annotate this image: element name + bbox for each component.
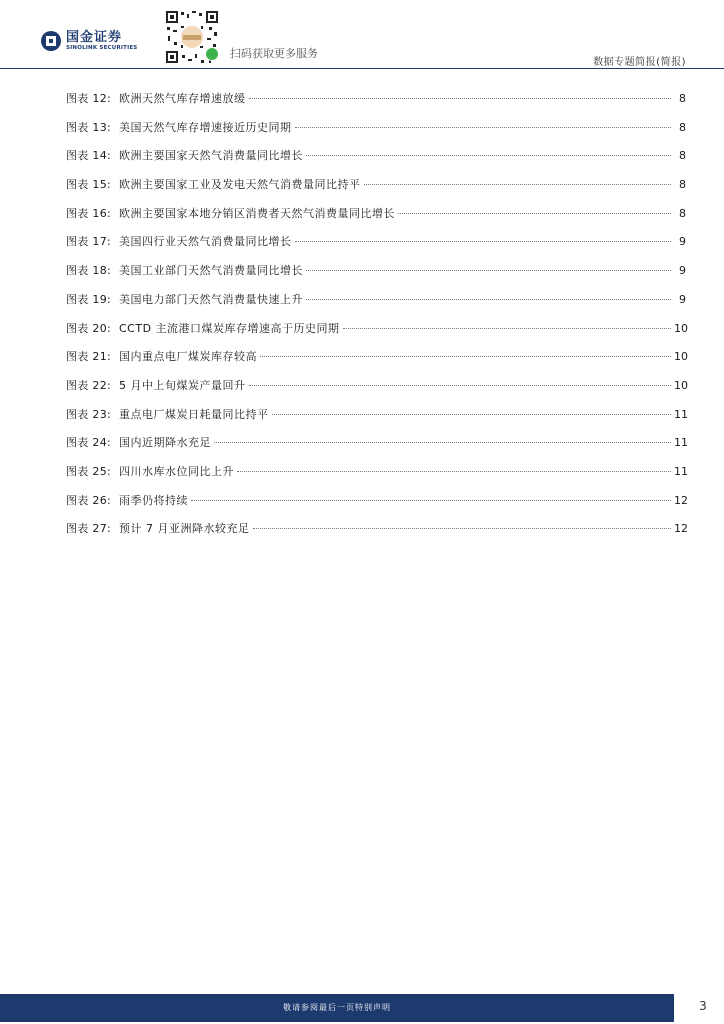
toc-leader-dots (260, 356, 671, 357)
scan-for-services-text: 扫码获取更多服务 (230, 47, 318, 60)
logo-english-name: SINOLINK SECURITIES (66, 44, 138, 51)
sinolink-logo (40, 30, 137, 52)
toc-entry-title: 5 月中上旬煤炭产量回升 (119, 378, 246, 392)
wechat-icon (205, 47, 219, 61)
disclaimer-note[interactable]: 敬请参阅最后一页特别声明 (283, 1003, 391, 1012)
toc-entry-label: 图表 27: (66, 522, 111, 536)
toc-entry-page: 11 (674, 407, 688, 421)
toc-entry-label: 图表 24: (66, 436, 111, 450)
toc-leader-dots (191, 500, 671, 501)
toc-entry[interactable] (66, 205, 686, 234)
toc-leader-dots (249, 385, 672, 386)
toc-entry[interactable] (66, 147, 686, 176)
toc-entry-title: 欧洲主要国家工业及发电天然气消费量同比持平 (119, 178, 361, 192)
toc-entry[interactable] (66, 90, 686, 119)
toc-leader-dots (343, 328, 671, 329)
toc-entry-label: 图表 20: (66, 321, 111, 335)
toc-entry-title: 预计 7 月亚洲降水较充足 (119, 522, 250, 536)
toc-entry[interactable] (66, 520, 686, 549)
toc-entry-label: 图表 19: (66, 292, 111, 306)
page-header (0, 0, 724, 70)
header-divider (0, 68, 724, 69)
toc-entry-label: 图表 23: (66, 407, 111, 421)
toc-entry-page: 11 (674, 436, 688, 450)
toc-entry-page: 9 (679, 292, 686, 306)
figure-index-list (66, 90, 686, 549)
toc-entry-page: 11 (674, 464, 688, 478)
toc-entry[interactable] (66, 320, 686, 349)
toc-leader-dots (306, 270, 671, 271)
toc-entry-page: 8 (679, 178, 686, 192)
toc-entry-title: 四川水库水位同比上升 (119, 464, 234, 478)
toc-entry-page: 8 (679, 149, 686, 163)
toc-entry[interactable] (66, 377, 686, 406)
toc-entry-page: 12 (674, 522, 688, 536)
toc-leader-dots (272, 414, 672, 415)
toc-entry[interactable] (66, 119, 686, 148)
toc-entry-page: 10 (674, 321, 688, 335)
logo-chinese-name: 国金证券 (66, 29, 123, 45)
toc-entry-title: CCTD 主流港口煤炭库存增速高于历史同期 (119, 321, 340, 335)
toc-leader-dots (237, 471, 671, 472)
toc-leader-dots (306, 155, 671, 156)
toc-entry-page: 12 (674, 493, 688, 507)
toc-entry-title: 欧洲天然气库存增速放缓 (119, 92, 246, 105)
toc-entry-label: 图表 18: (66, 264, 111, 278)
toc-entry-page: 8 (679, 206, 686, 220)
toc-entry-label: 图表 12: (66, 92, 111, 105)
page-number: 3 (699, 999, 707, 1013)
toc-entry[interactable] (66, 348, 686, 377)
toc-entry-page: 8 (679, 92, 686, 105)
toc-entry-title: 国内近期降水充足 (119, 436, 211, 450)
toc-leader-dots (306, 299, 671, 300)
toc-entry-label: 图表 21: (66, 350, 111, 364)
toc-entry[interactable] (66, 463, 686, 492)
toc-entry-label: 图表 22: (66, 378, 111, 392)
toc-entry[interactable] (66, 176, 686, 205)
toc-entry[interactable] (66, 434, 686, 463)
toc-entry-page: 10 (674, 378, 688, 392)
toc-entry-title: 雨季仍将持续 (119, 493, 188, 507)
toc-entry-title: 美国电力部门天然气消费量快速上升 (119, 292, 303, 306)
toc-entry-label: 图表 16: (66, 206, 111, 220)
toc-leader-dots (249, 98, 672, 99)
toc-leader-dots (214, 442, 671, 443)
toc-entry-page: 8 (679, 120, 686, 134)
toc-entry-label: 图表 17: (66, 235, 111, 249)
sinolink-logo-icon (40, 30, 62, 52)
toc-entry[interactable] (66, 406, 686, 435)
toc-entry-title: 美国工业部门天然气消费量同比增长 (119, 264, 303, 278)
toc-entry-title: 欧洲主要国家天然气消费量同比增长 (119, 149, 303, 163)
toc-leader-dots (398, 213, 671, 214)
toc-entry-title: 美国四行业天然气消费量同比增长 (119, 235, 292, 249)
toc-leader-dots (295, 241, 672, 242)
report-type-label: 数据专题简报(简报) (593, 57, 686, 68)
toc-entry-title: 欧洲主要国家本地分销区消费者天然气消费量同比增长 (119, 206, 395, 220)
toc-entry-page: 9 (679, 235, 686, 249)
toc-entry-title: 重点电厂煤炭日耗量同比持平 (119, 407, 269, 421)
toc-entry-title: 国内重点电厂煤炭库存较高 (119, 350, 257, 364)
toc-leader-dots (364, 184, 672, 185)
toc-entry-label: 图表 14: (66, 149, 111, 163)
toc-entry[interactable] (66, 492, 686, 521)
toc-entry-page: 10 (674, 350, 688, 364)
toc-leader-dots (295, 127, 672, 128)
toc-entry-label: 图表 13: (66, 120, 111, 134)
toc-entry-page: 9 (679, 264, 686, 278)
toc-entry-label: 图表 26: (66, 493, 111, 507)
toc-entry-label: 图表 25: (66, 464, 111, 478)
toc-entry-label: 图表 15: (66, 178, 111, 192)
toc-leader-dots (253, 528, 672, 529)
toc-entry-title: 美国天然气库存增速接近历史同期 (119, 120, 292, 134)
toc-entry[interactable] (66, 262, 686, 291)
toc-entry[interactable] (66, 291, 686, 320)
page-footer (0, 994, 724, 1024)
toc-entry[interactable] (66, 233, 686, 262)
